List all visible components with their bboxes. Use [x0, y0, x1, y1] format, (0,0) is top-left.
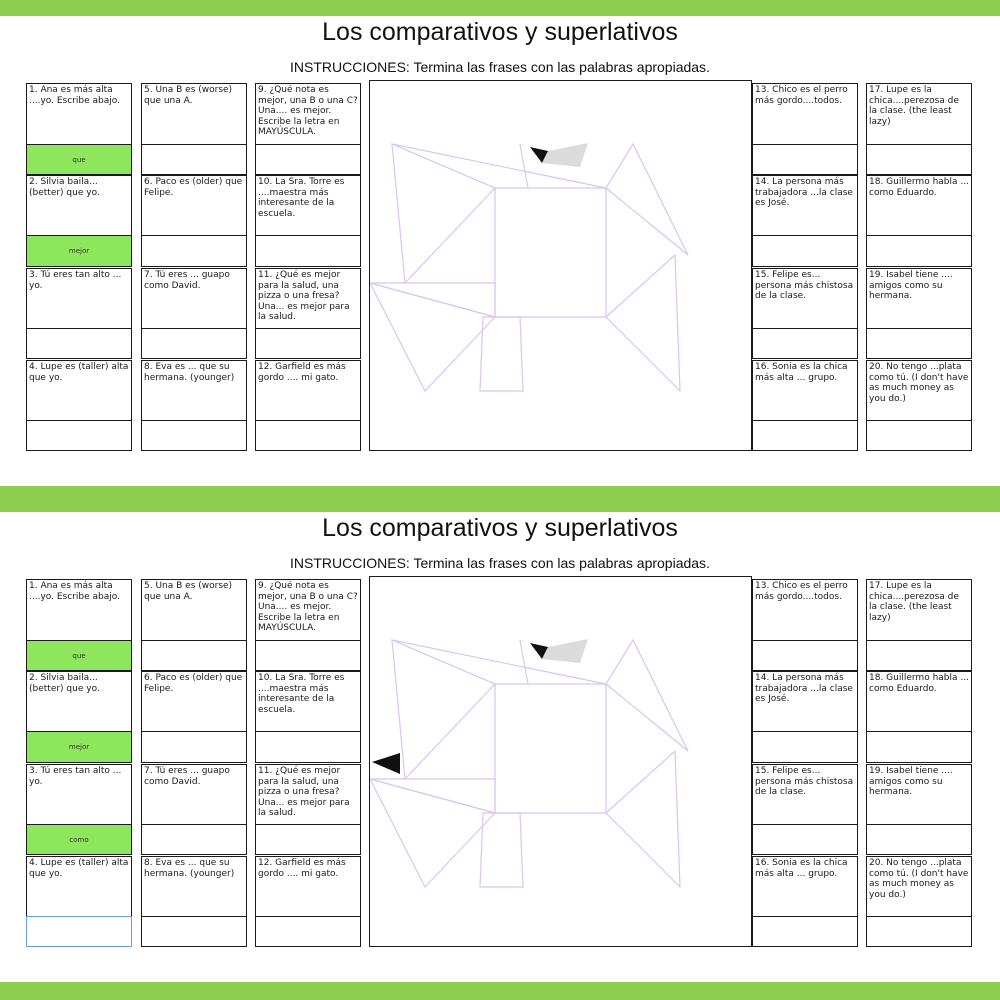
worksheet-panel-1: [0, 16, 1000, 486]
answer-field-11[interactable]: [255, 824, 361, 855]
question-7: 7. Tú eres ... guapo como David.: [141, 268, 247, 329]
question-11: 11. ¿Qué es mejor para la salud, una pizza o una fresa? Una... es mejor para la salud.: [255, 268, 361, 329]
answer-field-7[interactable]: [141, 824, 247, 855]
answer-field-2[interactable]: mejor: [26, 235, 132, 267]
answer-field-16[interactable]: [752, 916, 858, 947]
answer-field-12[interactable]: [255, 420, 361, 451]
question-14: 14. La persona más trabajadora ...la clase es José.: [752, 671, 858, 732]
question-8: 8. Eva es ... que su hermana. (younger): [141, 360, 247, 421]
question-5: 5. Una B es (worse) que una A.: [141, 579, 247, 641]
question-13: 13. Chico es el perro más gordo....todos.: [752, 83, 858, 145]
answer-field-14[interactable]: [752, 731, 858, 763]
answer-field-11[interactable]: [255, 328, 361, 359]
middle-green-band: [0, 486, 1000, 512]
answer-field-8[interactable]: [141, 420, 247, 451]
question-19: 19. Isabel tiene .... amigos como su hermana.: [866, 268, 972, 329]
question-14: 14. La persona más trabajadora ...la clase es José.: [752, 175, 858, 236]
top-green-band: [0, 0, 1000, 16]
worksheet-title: Los comparativos y superlativos: [322, 18, 678, 46]
question-3: 3. Tú eres tan alto ... yo.: [26, 764, 132, 825]
answer-field-10[interactable]: [255, 235, 361, 267]
instructions-text: INSTRUCCIONES: Termina las frases con las palabras apropiadas.: [290, 555, 710, 571]
question-8: 8. Eva es ... que su hermana. (younger): [141, 856, 247, 917]
question-6: 6. Paco es (older) que Felipe.: [141, 671, 247, 732]
question-19: 19. Isabel tiene .... amigos como su hermana.: [866, 764, 972, 825]
answer-field-16[interactable]: [752, 420, 858, 451]
answer-field-15[interactable]: [752, 824, 858, 855]
answer-field-4[interactable]: [26, 916, 132, 947]
answer-field-12[interactable]: [255, 916, 361, 947]
answer-field-2[interactable]: mejor: [26, 731, 132, 763]
question-4: 4. Lupe es (taller) alta que yo.: [26, 360, 132, 421]
answer-field-8[interactable]: [141, 916, 247, 947]
question-17: 17. Lupe es la chica....perezosa de la clase. (the least lazy): [866, 83, 972, 145]
answer-field-4[interactable]: [26, 420, 132, 451]
question-11: 11. ¿Qué es mejor para la salud, una pizza o una fresa? Una... es mejor para la salud.: [255, 764, 361, 825]
question-7: 7. Tú eres ... guapo como David.: [141, 764, 247, 825]
answer-field-17[interactable]: [866, 144, 972, 175]
question-4: 4. Lupe es (taller) alta que yo.: [26, 856, 132, 917]
answer-field-7[interactable]: [141, 328, 247, 359]
answer-field-20[interactable]: [866, 916, 972, 947]
question-15: 15. Felipe es... persona más chistosa de la clase.: [752, 764, 858, 825]
answer-field-15[interactable]: [752, 328, 858, 359]
question-2: 2. Silvia baila... (better) que yo.: [26, 671, 132, 732]
answer-field-17[interactable]: [866, 640, 972, 671]
question-5: 5. Una B es (worse) que una A.: [141, 83, 247, 145]
instructions-text: INSTRUCCIONES: Termina las frases con las palabras apropiadas.: [290, 59, 710, 75]
tangram-puzzle-area[interactable]: [369, 80, 752, 451]
answer-field-10[interactable]: [255, 731, 361, 763]
question-13: 13. Chico es el perro más gordo....todos.: [752, 579, 858, 641]
answer-field-13[interactable]: [752, 640, 858, 671]
question-12: 12. Garfield es más gordo .... mi gato.: [255, 856, 361, 917]
answer-field-1[interactable]: que: [26, 144, 132, 175]
question-1: 1. Ana es más alta ....yo. Escribe abajo.: [26, 83, 132, 145]
question-16: 16. Sonia es la chica más alta ... grupo.: [752, 360, 858, 421]
answer-field-19[interactable]: [866, 824, 972, 855]
question-10: 10. La Sra. Torre es ....maestra más interesante de la escuela.: [255, 175, 361, 236]
question-18: 18. Guillermo habla ... como Eduardo.: [866, 175, 972, 236]
question-3: 3. Tú eres tan alto ... yo.: [26, 268, 132, 329]
answer-field-9[interactable]: [255, 144, 361, 175]
answer-field-13[interactable]: [752, 144, 858, 175]
question-9: 9. ¿Qué nota es mejor, una B o una C? Una.... es mejor. Escribe la letra en MAYÚSCULA.: [255, 579, 361, 641]
answer-field-14[interactable]: [752, 235, 858, 267]
answer-field-5[interactable]: [141, 640, 247, 671]
question-18: 18. Guillermo habla ... como Eduardo.: [866, 671, 972, 732]
tangram-shape: [370, 81, 751, 450]
tangram-puzzle-area[interactable]: [369, 576, 752, 947]
question-9: 9. ¿Qué nota es mejor, una B o una C? Una.... es mejor. Escribe la letra en MAYÚSCULA.: [255, 83, 361, 145]
worksheet-panel-2: [0, 512, 1000, 982]
question-20: 20. No tengo ...plata como tú. (I don't have as much money as you do.): [866, 856, 972, 917]
answer-field-18[interactable]: [866, 235, 972, 267]
answer-field-5[interactable]: [141, 144, 247, 175]
question-17: 17. Lupe es la chica....perezosa de la clase. (the least lazy): [866, 579, 972, 641]
question-10: 10. La Sra. Torre es ....maestra más interesante de la escuela.: [255, 671, 361, 732]
answer-field-6[interactable]: [141, 235, 247, 267]
answer-field-1[interactable]: que: [26, 640, 132, 671]
question-12: 12. Garfield es más gordo .... mi gato.: [255, 360, 361, 421]
worksheet-title: Los comparativos y superlativos: [322, 514, 678, 542]
answer-field-18[interactable]: [866, 731, 972, 763]
question-6: 6. Paco es (older) que Felipe.: [141, 175, 247, 236]
question-15: 15. Felipe es... persona más chistosa de la clase.: [752, 268, 858, 329]
answer-field-19[interactable]: [866, 328, 972, 359]
answer-field-6[interactable]: [141, 731, 247, 763]
question-1: 1. Ana es más alta ....yo. Escribe abajo.: [26, 579, 132, 641]
tangram-shape: [370, 577, 751, 946]
answer-field-9[interactable]: [255, 640, 361, 671]
answer-field-3[interactable]: como: [26, 824, 132, 855]
answer-field-3[interactable]: [26, 328, 132, 359]
bottom-green-band: [0, 982, 1000, 1000]
question-20: 20. No tengo ...plata como tú. (I don't have as much money as you do.): [866, 360, 972, 421]
question-16: 16. Sonia es la chica más alta ... grupo.: [752, 856, 858, 917]
answer-field-20[interactable]: [866, 420, 972, 451]
question-2: 2. Silvia baila... (better) que yo.: [26, 175, 132, 236]
